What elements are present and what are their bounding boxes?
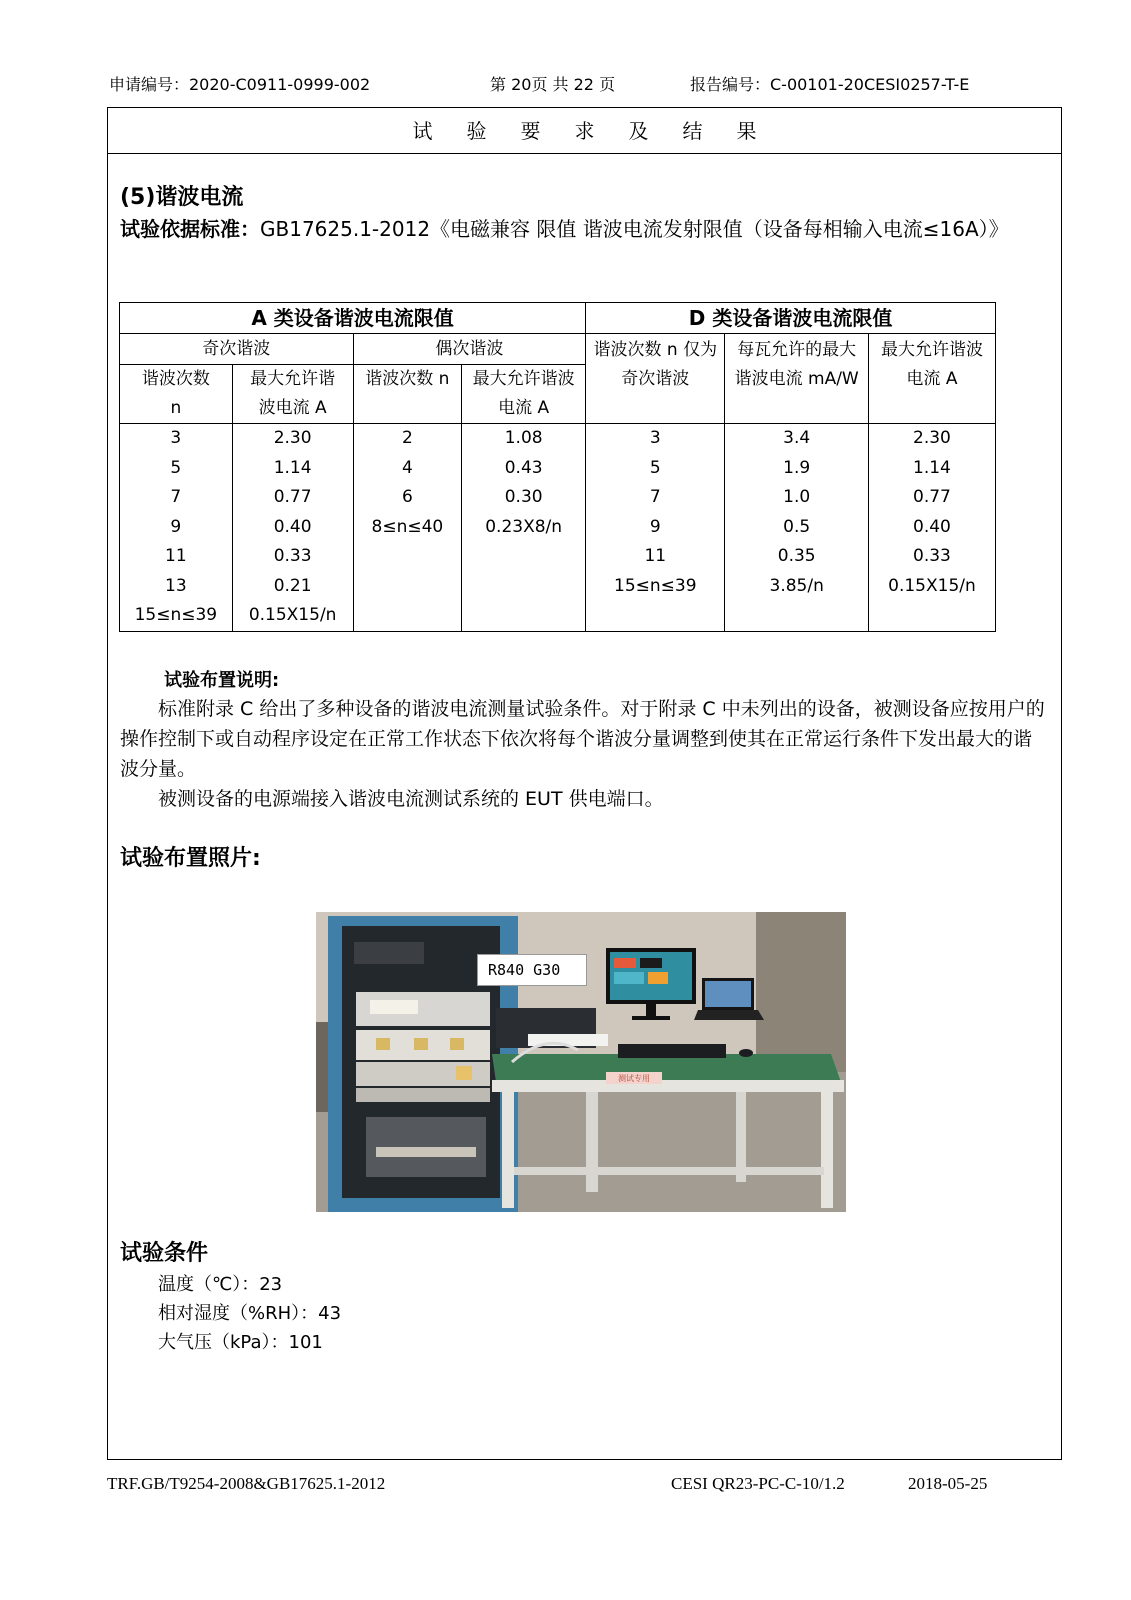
table-sticker: 测试专用 — [618, 1074, 650, 1083]
col-a-odd-order: 谐波次数 n — [120, 365, 233, 424]
photo-title: 试验布置照片: — [120, 846, 261, 871]
table-cell: 4 — [401, 457, 413, 478]
humidity: 相对湿度（%RH）：43 — [158, 1303, 342, 1324]
layout-note-title: 试验布置说明: — [164, 670, 280, 691]
table-cell: 15≤n≤39 — [614, 575, 697, 596]
table-cell: 7 — [170, 487, 182, 507]
table-cell: 9 — [649, 516, 661, 537]
table-cell: 0.77 — [273, 487, 312, 507]
layout-note — [120, 694, 1050, 814]
table-cell: 3.4 — [783, 428, 811, 448]
table-cell: 1.9 — [783, 457, 811, 478]
table-cell: 2 — [401, 428, 413, 448]
d-order-values — [586, 424, 725, 632]
table-cell: 13 — [165, 575, 187, 596]
table-cell: 0.5 — [783, 516, 811, 537]
table-cell: 7 — [649, 487, 661, 507]
content-frame — [107, 107, 1062, 1460]
harmonic-limit-table — [119, 302, 996, 632]
odd-harmonics-label: 奇次谐波 — [120, 334, 354, 365]
application-number: 申请编号：2020-C0911-0999-002 — [109, 75, 371, 94]
table-cell: 3 — [170, 428, 182, 448]
d-max-values — [868, 424, 995, 632]
table-cell: 0.15X15/n — [888, 575, 976, 596]
class-a-title: A 类设备谐波电流限值 — [120, 303, 586, 334]
col-d-per-watt: 每瓦允许的最大谐波电流 mA/W — [725, 334, 868, 424]
even-harmonics-label: 偶次谐波 — [353, 334, 586, 365]
table-cell: 0.30 — [504, 487, 543, 507]
a-odd-current-values — [232, 424, 353, 632]
col-d-max: 最大允许谐波电流 A — [868, 334, 995, 424]
standard-line — [120, 214, 1050, 244]
table-cell: 5 — [170, 457, 182, 478]
table-cell: 1.08 — [504, 428, 543, 448]
table-cell: 1.14 — [913, 457, 951, 478]
table-cell: 9 — [170, 516, 182, 537]
table-cell: 2.30 — [913, 428, 951, 448]
table-cell: 0.33 — [273, 546, 312, 566]
d-per-watt-values — [725, 424, 868, 632]
table-cell: 3 — [649, 428, 661, 448]
table-cell: 15≤n≤39 — [134, 605, 218, 625]
standard-text: GB17625.1-2012《电磁兼容 限值 谐波电流发射限值（设备每相输入电流≤16A）》 — [260, 217, 1009, 241]
layout-note-paragraph-1: 标准附录 C 给出了多种设备的谐波电流测量试验条件。对于附录 C 中未列出的设备，被测设备应按用户的操作控制下或自动程序设定在正常工作状态下依次将每个谐波分量调整到使其在正常运行条件下发出最大的谐波分量。 — [120, 698, 1045, 780]
table-cell: 0.77 — [913, 487, 951, 507]
footer-form-code: CESI QR23-PC-C-10/1.2 — [671, 1474, 845, 1493]
table-cell: 6 — [401, 487, 413, 507]
table-cell: 0.23X8/n — [485, 516, 563, 537]
layout-note-paragraph-2: 被测设备的电源端接入谐波电流测试系统的 EUT 供电端口。 — [158, 788, 664, 810]
conditions-list — [158, 1270, 341, 1357]
footer-date: 2018-05-25 — [908, 1474, 988, 1493]
a-even-current-values — [462, 424, 586, 632]
table-cell: 1.0 — [783, 487, 811, 507]
class-d-title: D 类设备谐波电流限值 — [586, 303, 996, 334]
col-a-even-max: 最大允许谐波电流 A — [462, 365, 586, 424]
pressure: 大气压（kPa）：101 — [158, 1332, 323, 1353]
table-cell: 11 — [165, 546, 187, 566]
table-cell: 0.43 — [504, 457, 543, 478]
col-a-even-order: 谐波次数 n — [353, 365, 462, 424]
conditions-title: 试验条件 — [120, 1241, 209, 1266]
col-a-odd-max: 最大允许谐波电流 A — [232, 365, 353, 424]
table-cell: 0.21 — [273, 575, 312, 596]
table-cell: 2.30 — [273, 428, 312, 448]
table-cell: 8≤n≤40 — [371, 516, 444, 537]
table-cell: 0.33 — [913, 546, 951, 566]
table-cell: 11 — [644, 546, 667, 566]
table-cell: 3.85/n — [769, 575, 824, 596]
table-cell: 0.35 — [777, 546, 816, 566]
col-d-order: 谐波次数 n 仅为奇次谐波 — [586, 334, 725, 424]
table-cell: 0.40 — [273, 516, 312, 537]
table-cell: 1.14 — [273, 457, 312, 478]
table-cell: 0.15X15/n — [248, 605, 337, 625]
a-even-order-values — [353, 424, 462, 632]
page-info: 第 20页 共 22 页 — [490, 75, 616, 94]
footer-trf: TRF.GB/T9254-2008&GB17625.1-2012 — [107, 1474, 386, 1493]
test-setup-photo — [316, 912, 846, 1212]
frame-title: 试验要求及结果 — [108, 108, 1061, 154]
a-odd-order-values — [120, 424, 233, 632]
equipment-label: R840 G30 — [477, 954, 587, 986]
report-number: 报告编号：C-00101-20CESI0257-T-E — [690, 75, 970, 94]
standard-label: 试验依据标准： — [120, 217, 260, 241]
table-cell: 5 — [649, 457, 661, 478]
table-cell: 0.40 — [913, 516, 951, 537]
temperature: 温度（℃）：23 — [158, 1274, 283, 1295]
section-title: (5)谐波电流 — [120, 185, 244, 210]
